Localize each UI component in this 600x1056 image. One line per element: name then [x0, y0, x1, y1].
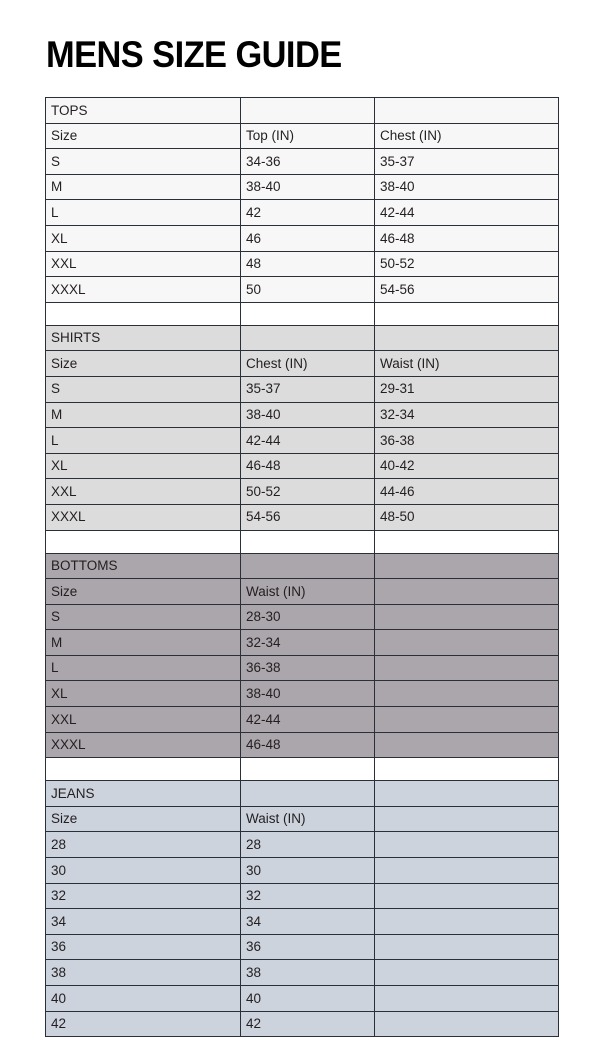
- table-row: [46, 1011, 559, 1037]
- table-row: [46, 504, 559, 530]
- table-row: [46, 909, 559, 935]
- column-header-row-cell: Size: [46, 806, 241, 832]
- table-row: [46, 604, 559, 630]
- table-row-cell: 50: [241, 277, 375, 303]
- table-row-cell: 34: [46, 909, 241, 935]
- section-header-shirts-cell: [375, 325, 559, 351]
- table-row-cell: [375, 630, 559, 656]
- table-row-cell: [375, 883, 559, 909]
- table-row-cell: XL: [46, 681, 241, 707]
- table-row-cell: XXXL: [46, 504, 241, 530]
- section-spacer-cell: [46, 302, 241, 325]
- column-header-row-cell: Size: [46, 579, 241, 605]
- section-header-bottoms: [46, 553, 559, 579]
- table-row-cell: 42: [241, 200, 375, 226]
- column-header-row-cell: Waist (IN): [375, 351, 559, 377]
- column-header-row: [46, 806, 559, 832]
- table-row-cell: 30: [46, 858, 241, 884]
- section-spacer-cell: [375, 758, 559, 781]
- table-row-cell: 35-37: [375, 149, 559, 175]
- section-spacer-cell: [375, 302, 559, 325]
- table-row-cell: [375, 960, 559, 986]
- table-row: [46, 707, 559, 733]
- section-header-bottoms-cell: [241, 553, 375, 579]
- table-row-cell: 42: [46, 1011, 241, 1037]
- table-row-cell: [375, 934, 559, 960]
- table-row-cell: M: [46, 630, 241, 656]
- table-row-cell: 38-40: [375, 174, 559, 200]
- table-row-cell: 54-56: [241, 504, 375, 530]
- table-row-cell: [375, 707, 559, 733]
- table-row: [46, 428, 559, 454]
- table-row-cell: M: [46, 174, 241, 200]
- table-row-cell: 42-44: [241, 428, 375, 454]
- table-row-cell: 36: [241, 934, 375, 960]
- table-row: [46, 479, 559, 505]
- table-row-cell: 48: [241, 251, 375, 277]
- table-row-cell: 46: [241, 225, 375, 251]
- table-row: [46, 200, 559, 226]
- table-row: [46, 402, 559, 428]
- table-row-cell: 38-40: [241, 402, 375, 428]
- table-row-cell: 42: [241, 1011, 375, 1037]
- section-header-jeans-cell: [375, 781, 559, 807]
- section-header-shirts: [46, 325, 559, 351]
- table-row-cell: 38: [46, 960, 241, 986]
- table-row-cell: 28-30: [241, 604, 375, 630]
- section-header-jeans: [46, 781, 559, 807]
- section-header-tops-cell: [375, 98, 559, 124]
- table-row: [46, 225, 559, 251]
- table-row: [46, 630, 559, 656]
- column-header-row: [46, 123, 559, 149]
- table-row-cell: 29-31: [375, 376, 559, 402]
- table-row-cell: 50-52: [375, 251, 559, 277]
- table-row-cell: 54-56: [375, 277, 559, 303]
- table-row-cell: 42-44: [375, 200, 559, 226]
- table-row-cell: 36: [46, 934, 241, 960]
- table-row-cell: L: [46, 655, 241, 681]
- table-row-cell: XXXL: [46, 732, 241, 758]
- section-spacer-cell: [46, 530, 241, 553]
- section-header-jeans-cell: JEANS: [46, 781, 241, 807]
- table-row-cell: S: [46, 604, 241, 630]
- table-row-cell: 50-52: [241, 479, 375, 505]
- table-row: [46, 376, 559, 402]
- table-row-cell: 48-50: [375, 504, 559, 530]
- column-header-row-cell: Size: [46, 123, 241, 149]
- section-spacer-row: [46, 758, 559, 781]
- table-row-cell: 36-38: [241, 655, 375, 681]
- table-row-cell: M: [46, 402, 241, 428]
- column-header-row: [46, 579, 559, 605]
- section-header-shirts-cell: SHIRTS: [46, 325, 241, 351]
- table-row-cell: XL: [46, 453, 241, 479]
- table-row-cell: 34: [241, 909, 375, 935]
- table-row: [46, 858, 559, 884]
- size-guide-table: [45, 97, 559, 1037]
- column-header-row-cell: Waist (IN): [241, 806, 375, 832]
- table-row-cell: 32-34: [241, 630, 375, 656]
- column-header-row-cell: [375, 806, 559, 832]
- section-header-bottoms-cell: BOTTOMS: [46, 553, 241, 579]
- table-row-cell: [375, 858, 559, 884]
- section-spacer-row: [46, 530, 559, 553]
- table-row-cell: 40-42: [375, 453, 559, 479]
- table-row-cell: [375, 986, 559, 1012]
- table-row-cell: XXL: [46, 479, 241, 505]
- table-row-cell: 28: [46, 832, 241, 858]
- table-row-cell: 34-36: [241, 149, 375, 175]
- table-row-cell: [375, 732, 559, 758]
- column-header-row-cell: Chest (IN): [375, 123, 559, 149]
- column-header-row-cell: [375, 579, 559, 605]
- column-header-row: [46, 351, 559, 377]
- column-header-row-cell: Size: [46, 351, 241, 377]
- table-row-cell: 44-46: [375, 479, 559, 505]
- table-row-cell: [375, 655, 559, 681]
- section-header-tops: [46, 98, 559, 124]
- table-row: [46, 732, 559, 758]
- column-header-row-cell: Chest (IN): [241, 351, 375, 377]
- table-row: [46, 883, 559, 909]
- table-row-cell: [375, 604, 559, 630]
- table-row-cell: XL: [46, 225, 241, 251]
- table-row-cell: 32: [241, 883, 375, 909]
- table-row: [46, 934, 559, 960]
- table-row: [46, 174, 559, 200]
- size-guide-table-body: [46, 98, 559, 1037]
- section-spacer-cell: [375, 530, 559, 553]
- table-row-cell: [375, 681, 559, 707]
- section-spacer-cell: [241, 530, 375, 553]
- table-row-cell: XXL: [46, 707, 241, 733]
- table-row-cell: 32: [46, 883, 241, 909]
- table-row: [46, 149, 559, 175]
- table-row-cell: S: [46, 376, 241, 402]
- section-spacer-cell: [241, 302, 375, 325]
- table-row-cell: 36-38: [375, 428, 559, 454]
- table-row: [46, 277, 559, 303]
- table-row-cell: S: [46, 149, 241, 175]
- section-spacer-cell: [241, 758, 375, 781]
- table-row: [46, 453, 559, 479]
- page-title: MENS SIZE GUIDE: [46, 34, 342, 75]
- table-row-cell: 42-44: [241, 707, 375, 733]
- table-row-cell: 40: [46, 986, 241, 1012]
- table-row-cell: 28: [241, 832, 375, 858]
- column-header-row-cell: Top (IN): [241, 123, 375, 149]
- section-spacer-row: [46, 302, 559, 325]
- table-row-cell: 40: [241, 986, 375, 1012]
- table-row-cell: 35-37: [241, 376, 375, 402]
- section-header-tops-cell: [241, 98, 375, 124]
- section-header-bottoms-cell: [375, 553, 559, 579]
- section-header-tops-cell: TOPS: [46, 98, 241, 124]
- section-header-shirts-cell: [241, 325, 375, 351]
- table-row-cell: 46-48: [241, 453, 375, 479]
- table-row-cell: 38: [241, 960, 375, 986]
- column-header-row-cell: Waist (IN): [241, 579, 375, 605]
- table-row-cell: L: [46, 200, 241, 226]
- table-row-cell: XXL: [46, 251, 241, 277]
- table-row-cell: 46-48: [241, 732, 375, 758]
- table-row-cell: XXXL: [46, 277, 241, 303]
- table-row-cell: 38-40: [241, 174, 375, 200]
- table-row: [46, 960, 559, 986]
- table-row-cell: [375, 1011, 559, 1037]
- table-row: [46, 681, 559, 707]
- section-header-jeans-cell: [241, 781, 375, 807]
- table-row-cell: [375, 832, 559, 858]
- table-row: [46, 986, 559, 1012]
- table-row-cell: 38-40: [241, 681, 375, 707]
- table-row-cell: [375, 909, 559, 935]
- table-row-cell: 30: [241, 858, 375, 884]
- table-row-cell: 32-34: [375, 402, 559, 428]
- table-row: [46, 655, 559, 681]
- section-spacer-cell: [46, 758, 241, 781]
- table-row-cell: 46-48: [375, 225, 559, 251]
- table-row: [46, 251, 559, 277]
- table-row-cell: L: [46, 428, 241, 454]
- table-row: [46, 832, 559, 858]
